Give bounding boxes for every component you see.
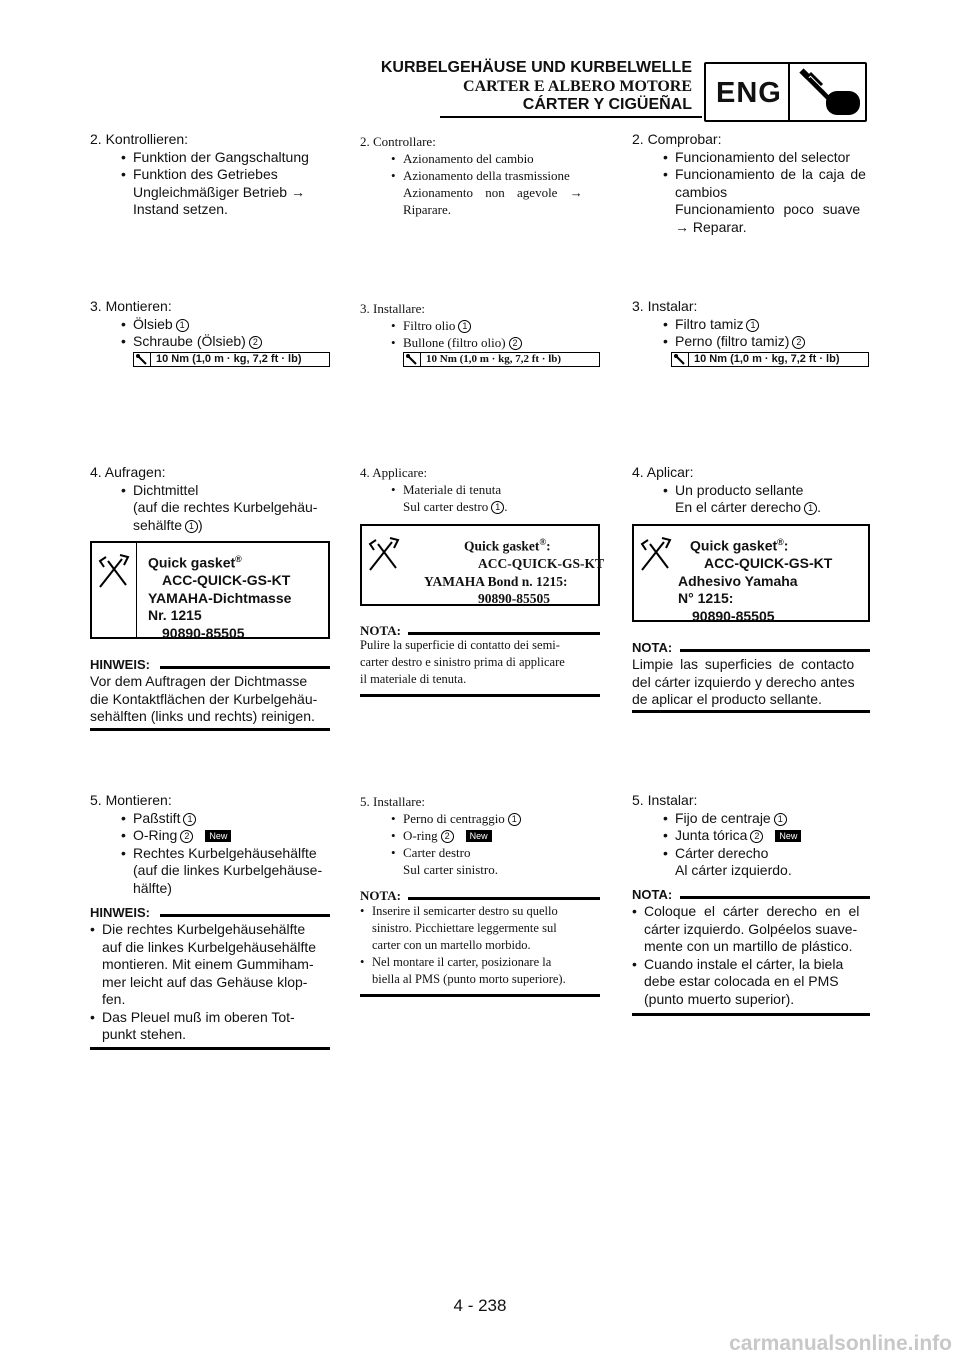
list-item-cont: En el cárter derecho 1 . <box>675 499 821 515</box>
header-rule <box>440 116 702 118</box>
new-part-badge: New <box>205 830 231 842</box>
torque-wrench-icon <box>404 353 421 366</box>
note-rule <box>360 994 600 997</box>
list-item: • Paßstift 1 <box>90 810 322 828</box>
list-item: • Azionamento della trasmissione <box>360 167 600 184</box>
note-header-es-5: NOTA: <box>632 887 870 905</box>
step-heading: 3. Installare: <box>360 301 425 316</box>
box-divider <box>136 543 137 637</box>
callout-marker: 2 <box>249 336 262 349</box>
callout-marker: 1 <box>185 520 198 533</box>
list-item: • Rechtes Kurbelgehäusehälfte <box>90 845 322 863</box>
list-item-cont: Azionamento non agevole → <box>403 185 583 200</box>
step-heading: 2. Kontrollieren: <box>90 131 189 147</box>
list-item: • Cárter derecho <box>632 845 801 863</box>
step-heading: 2. Controllare: <box>360 134 436 149</box>
badge-divider <box>788 64 790 120</box>
list-item-cont: Riparare. <box>403 202 452 217</box>
callout-marker: 1 <box>508 813 521 826</box>
note-text-it-5: • Inserire il semicarter destro su quello sinistro. Picchiettare leggermente sul carter con un martello morbido. • Nel montare il carter, posizionare la biella al PMS (punto morto superiore). <box>360 903 600 988</box>
step-3-it <box>360 300 522 351</box>
list-item-cont: → Reparar. <box>675 218 747 235</box>
list-item: • Azionamento del cambio <box>360 150 600 167</box>
list-item: • Filtro olio 1 <box>360 317 522 334</box>
list-item-cont: Sul carter destro 1 . <box>403 499 508 514</box>
list-item: • Ölsieb 1 <box>90 316 262 334</box>
step-5-it <box>360 793 521 878</box>
list-item: • Perno di centraggio 1 <box>360 810 521 827</box>
step-heading: 5. Installare: <box>360 794 425 809</box>
callout-marker: 2 <box>441 830 454 843</box>
callout-marker: 1 <box>774 813 787 826</box>
note-header-it-5: NOTA: <box>360 888 600 906</box>
step-2-it <box>360 133 600 218</box>
note-text-de-4: Vor dem Auftragen der Dichtmasse die Kontaktflächen der Kurbelgehäu- sehälften (links und rechts) reinigen. <box>90 673 318 724</box>
new-part-badge: New <box>466 830 492 842</box>
torque-spec-de <box>133 352 330 367</box>
watermark: carmanualsonline.info <box>729 1332 952 1355</box>
list-item-cont: Instand setzen. <box>133 201 228 217</box>
eng-badge <box>704 62 867 122</box>
section-title-es: CÁRTER Y CIGÜEÑAL <box>522 96 692 113</box>
sealant-tool-icon <box>96 551 132 591</box>
note-header-de-5: HINWEIS: <box>90 905 330 923</box>
list-item-cont: cambios <box>675 183 728 200</box>
list-item: • Funcionamiento de la caja de <box>632 166 869 184</box>
step-5-es <box>632 792 801 880</box>
list-item-cont: (auf die linkes Kurbelgehäuse- <box>133 862 323 878</box>
callout-marker: 2 <box>509 337 522 350</box>
list-item: • Materiale di tenuta <box>360 481 507 498</box>
callout-marker: 1 <box>491 501 504 514</box>
callout-marker: 1 <box>746 319 759 332</box>
callout-marker: 2 <box>792 336 805 349</box>
step-3-de <box>90 298 262 351</box>
list-item: • Junta tórica 2 New <box>632 827 801 845</box>
note-header-de-4: HINWEIS: <box>90 657 330 675</box>
torque-wrench-icon <box>134 353 151 366</box>
list-item: • O-ring 2 New <box>360 827 521 844</box>
torque-value: 10 Nm (1,0 m · kg, 7,2 ft · lb) <box>426 353 562 365</box>
list-item-cont: Al cárter izquierdo. <box>675 862 792 878</box>
eng-badge-label: ENG <box>716 77 782 109</box>
note-rule <box>360 694 600 697</box>
step-heading: 4. Aufragen: <box>90 464 166 480</box>
list-item: • O-Ring 2 New <box>90 827 322 845</box>
list-item-cont: Ungleichmäßiger Betrieb → <box>133 183 305 200</box>
step-heading: 4. Aplicar: <box>632 464 694 480</box>
sealant-text: Quick gasket® ACC-QUICK-GS-KT YAMAHA-Dichtmasse Nr. 1215 90890-85505 <box>148 554 292 641</box>
list-item: • Perno (filtro tamiz) 2 <box>632 333 805 351</box>
list-item: • Filtro tamiz 1 <box>632 316 805 334</box>
step-heading: 3. Instalar: <box>632 298 698 314</box>
list-item-cont: sehälfte 1 ) <box>133 516 203 533</box>
note-rule <box>632 1013 870 1016</box>
torque-value: 10 Nm (1,0 m · kg, 7,2 ft · lb) <box>156 353 302 365</box>
list-item: • Dichtmittel <box>90 482 317 500</box>
step-2-es <box>632 131 869 236</box>
note-rule <box>632 710 870 713</box>
torque-value: 10 Nm (1,0 m · kg, 7,2 ft · lb) <box>694 353 840 365</box>
list-item: • Fijo de centraje 1 <box>632 810 801 828</box>
step-3-es <box>632 298 805 351</box>
callout-marker: 1 <box>804 502 817 515</box>
sealant-text: Quick gasket®: ACC-QUICK-GS-KT YAMAHA Bond n. 1215: 90890-85505 <box>424 537 605 606</box>
note-text-es-5: • Coloque el cárter derecho en el cárter izquierdo. Golpéelos suave- mente con un martillo de plástico. • Cuando instale el cárter, la biela debe estar colocada en el PMS (punto muerto superior). <box>632 903 870 1008</box>
list-item: • Un producto sellante <box>632 482 821 500</box>
step-2-de <box>90 131 330 219</box>
sealant-box-de <box>90 541 330 639</box>
sealant-box-it <box>360 524 605 606</box>
list-item: • Schraube (Ölsieb) 2 <box>90 333 262 351</box>
step-4-de <box>90 464 317 534</box>
list-item: • Funcionamiento del selector <box>632 149 869 167</box>
torque-spec-it <box>403 352 600 367</box>
torque-wrench-icon <box>672 353 689 366</box>
note-text-es-4: Limpie las superficies de contacto del cárter izquierdo y derecho antes de aplicar el producto sellante. <box>632 656 855 707</box>
list-item-cont: Funcionamiento poco suave <box>675 201 861 217</box>
torque-spec-es <box>671 352 869 367</box>
list-item-cont: Sul carter sinistro. <box>403 862 498 877</box>
note-text-it-4: Pulire la superficie di contatto dei semi- carter destro e sinistro prima di applicare il materiale di tenuta. <box>360 638 565 686</box>
callout-marker: 2 <box>750 830 763 843</box>
engine-wrench-icon <box>796 67 866 119</box>
section-title-de: KURBELGEHÄUSE UND KURBELWELLE <box>380 59 692 76</box>
step-4-es <box>632 464 821 517</box>
list-item: • Carter destro <box>360 844 521 861</box>
step-heading: 4. Applicare: <box>360 465 428 480</box>
step-heading: 2. Comprobar: <box>632 131 722 147</box>
note-header-es-4: NOTA: <box>632 640 870 658</box>
page-number: 4 - 238 <box>453 1296 507 1315</box>
callout-marker: 1 <box>183 813 196 826</box>
step-4-it <box>360 464 507 515</box>
list-item-cont: hälfte) <box>133 879 172 896</box>
step-heading: 5. Montieren: <box>90 792 172 808</box>
sealant-box-es <box>632 524 870 622</box>
callout-marker: 1 <box>458 320 471 333</box>
list-item: • Bullone (filtro olio) 2 <box>360 334 522 351</box>
note-rule <box>90 1047 330 1050</box>
new-part-badge: New <box>775 830 801 842</box>
step-5-de <box>90 792 322 897</box>
sealant-text: Quick gasket®: ACC-QUICK-GS-KT Adhesivo Yamaha N° 1215: 90890-85505 <box>678 537 833 624</box>
note-rule <box>90 728 330 731</box>
step-heading: 5. Instalar: <box>632 792 698 808</box>
list-item-cont: (auf die rechtes Kurbelgehäu- <box>133 499 318 515</box>
sealant-tool-icon <box>366 534 402 574</box>
sealant-tool-icon <box>638 534 674 574</box>
note-text-de-5: • Die rechtes Kurbelgehäusehälfte auf die linkes Kurbelgehäusehälfte montieren. Mit einem Gummiham- mer leicht auf das Gehäuse klop- fen. • Das Pleuel muß im oberen Tot- punkt stehen. <box>90 921 330 1044</box>
note-header-it-4: NOTA: <box>360 623 600 641</box>
callout-marker: 2 <box>180 830 193 843</box>
callout-marker: 1 <box>176 319 189 332</box>
list-item: • Funktion der Gangschaltung <box>90 149 330 167</box>
section-title-it: CARTER E ALBERO MOTORE <box>463 78 692 95</box>
list-item: • Funktion des Getriebes <box>90 166 330 184</box>
step-heading: 3. Montieren: <box>90 298 172 314</box>
